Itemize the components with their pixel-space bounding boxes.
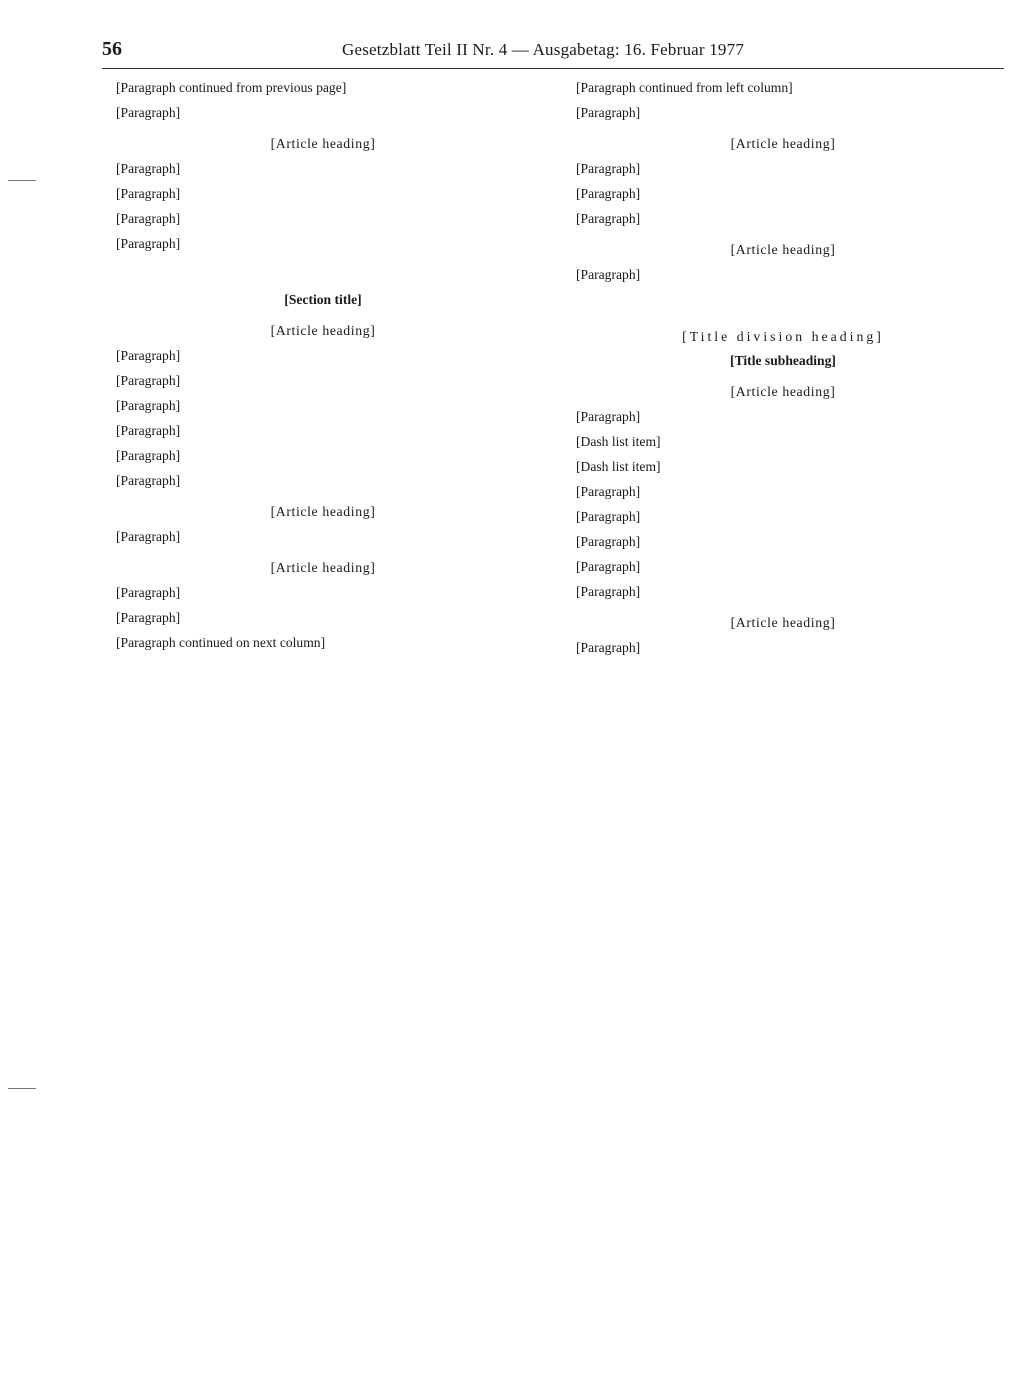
paragraph: [Paragraph continued from previous page] (116, 80, 347, 95)
titre-heading: [Title division heading] (682, 329, 884, 345)
right-column (562, 79, 1004, 664)
article-heading: [Article heading] (730, 241, 836, 257)
article-heading: [Article heading] (730, 614, 836, 630)
paragraph: [Paragraph] (576, 484, 641, 500)
paragraph: [Paragraph] (576, 210, 641, 226)
left-column (102, 79, 544, 664)
paragraph: [Paragraph continued from left column] (576, 80, 793, 95)
paragraph: [Paragraph] (116, 161, 181, 177)
paragraph: [Paragraph] (576, 559, 641, 574)
paragraph: [Paragraph] (116, 422, 181, 438)
margin-mark (8, 180, 36, 181)
paragraph: [Paragraph] (576, 161, 641, 177)
paragraph: [Paragraph] (116, 372, 181, 388)
paragraph: [Paragraph] (116, 186, 181, 202)
article-heading: [Article heading] (270, 503, 376, 519)
paragraph: [Paragraph] (116, 104, 181, 120)
paragraph: [Paragraph] (116, 235, 181, 251)
page-number: 56 (102, 38, 122, 60)
paragraph: [Paragraph] (576, 583, 641, 599)
running-title: Gesetzblatt Teil II Nr. 4 — Ausgabetag: 16. Februar 1977 (342, 40, 745, 59)
paragraph: [Paragraph continued on next column] (116, 634, 326, 650)
article-heading: [Article heading] (270, 135, 376, 151)
paragraph: [Paragraph] (116, 528, 181, 544)
paragraph: [Dash list item] (576, 434, 661, 450)
page-header (102, 38, 1004, 69)
paragraph: [Paragraph] (116, 210, 181, 226)
paragraph: [Paragraph] (576, 267, 641, 283)
paragraph: [Paragraph] (116, 347, 181, 363)
paragraph: [Paragraph] (576, 509, 641, 525)
paragraph: [Paragraph] (576, 534, 641, 550)
article-heading: [Article heading] (730, 384, 836, 400)
paragraph: [Paragraph] (576, 409, 641, 425)
paragraph: [Paragraph] (116, 472, 181, 488)
paragraph: [Paragraph] (576, 640, 641, 656)
margin-mark (8, 1088, 36, 1089)
article-heading: [Article heading] (270, 559, 376, 575)
paragraph: [Paragraph] (576, 186, 641, 202)
article-heading: [Article heading] (270, 322, 376, 338)
paragraph: [Paragraph] (116, 397, 181, 413)
paragraph: [Paragraph] (116, 609, 181, 625)
section-subtitle: [Title subheading] (730, 353, 836, 369)
paragraph: [Paragraph] (116, 584, 181, 600)
text-columns (102, 79, 1004, 664)
paragraph: [Dash list item] (576, 459, 661, 475)
section-title: [Section title] (284, 291, 362, 307)
article-heading: [Article heading] (730, 135, 836, 151)
paragraph: [Paragraph] (576, 104, 641, 120)
paragraph: [Paragraph] (116, 447, 181, 463)
